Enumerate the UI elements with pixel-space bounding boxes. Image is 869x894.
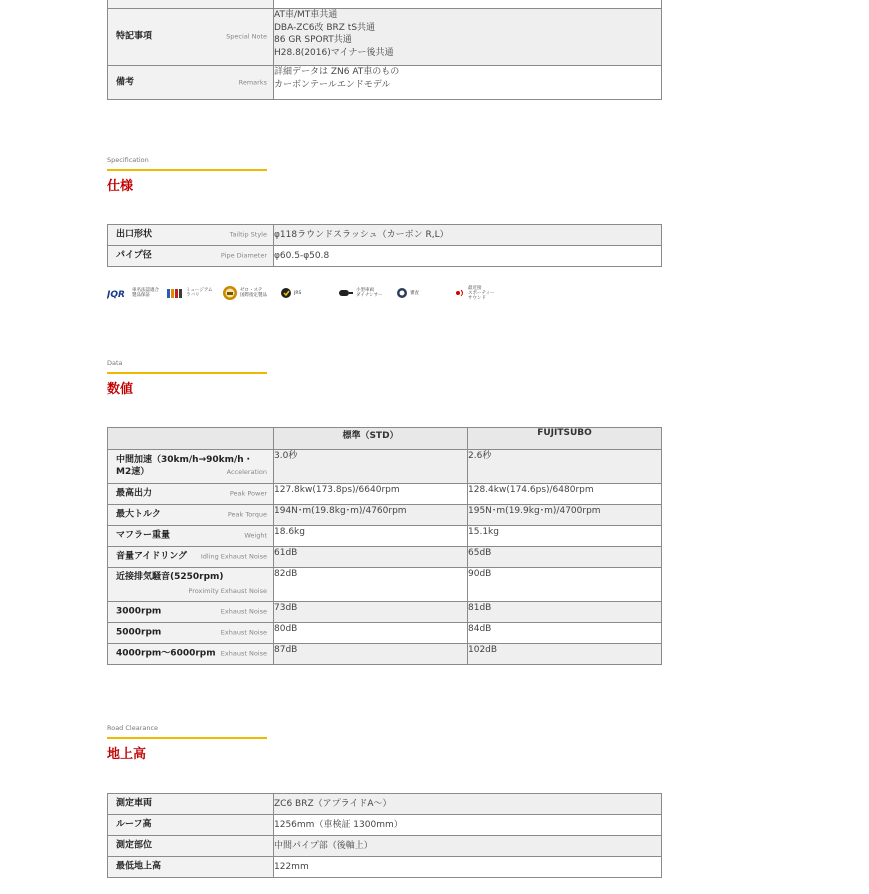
data-section-divider — [107, 372, 267, 374]
clearance-row-label: ルーフ高 — [116, 819, 152, 830]
table-row-special-note — [108, 9, 662, 66]
data-row-label: 最大トルク — [116, 509, 161, 520]
jrs-badge-text: JRS — [294, 290, 302, 296]
data-std-value: 73dB — [274, 602, 468, 623]
data-fujitsubo-value: 2.6秒 — [468, 450, 662, 484]
muffler-badge — [339, 284, 383, 302]
table-row — [108, 246, 662, 267]
clearance-row-label: 測定部位 — [116, 840, 153, 851]
data-row-label-en: Idling Exhaust Noise — [200, 552, 267, 561]
data-row-label-en: Peak Torque — [227, 510, 267, 519]
data-section-heading — [107, 359, 267, 397]
jqr-badge-text: 車名法認適合 — [132, 288, 159, 293]
spec-section-title: 仕様 — [107, 179, 134, 194]
data-fujitsubo-value: 90dB — [468, 568, 662, 602]
data-row-label-en: Exhaust Noise — [220, 607, 267, 616]
table-row — [108, 450, 662, 484]
data-std-value: 194N･m(19.8kg･m)/4760rpm — [274, 505, 468, 526]
data-table — [107, 427, 662, 665]
special-note-value — [274, 9, 662, 66]
museum-badge-text: ラバリ — [186, 293, 200, 298]
table-row — [108, 0, 662, 9]
remarks-label-cell — [108, 66, 274, 100]
clearance-table-grid — [107, 793, 662, 878]
data-row-label: 中間加速（30km/h→90km/h・M2速） — [116, 455, 253, 477]
jqr-badge-text: 製品保証 — [132, 293, 150, 298]
clearance-row-label: 測定車両 — [116, 798, 153, 809]
muffler-badge-text: 小型車両 — [356, 288, 374, 293]
emblem-badge-text: ゼロ・ステ — [240, 288, 263, 293]
inspection-badge-text: 審査 — [410, 290, 419, 296]
remarks-label-en: Remarks — [238, 78, 267, 86]
data-fujitsubo-value: 128.4kw(174.6ps)/6480rpm — [468, 484, 662, 505]
table-row — [108, 547, 662, 568]
table-row — [108, 815, 662, 836]
tailtip-label: 出口形状 — [116, 229, 153, 240]
data-fujitsubo-value: 84dB — [468, 623, 662, 644]
clearance-row-label: 最低地上高 — [116, 861, 162, 872]
table-row — [108, 644, 662, 665]
table-row — [108, 857, 662, 878]
sound-badge-text: スポーティー — [468, 290, 495, 296]
tailtip-label-cell — [108, 225, 274, 246]
table-row — [108, 836, 662, 857]
data-row-label-en: Peak Power — [229, 489, 267, 498]
data-section-title: 数値 — [107, 382, 134, 397]
feature-badges — [107, 284, 507, 304]
data-row-label-en: Acceleration — [226, 468, 267, 476]
sound-badge-text: 最近接 — [468, 285, 482, 291]
data-std-value: 61dB — [274, 547, 468, 568]
circle-mark-icon — [281, 288, 291, 298]
data-row-label-en: Exhaust Noise — [220, 628, 267, 637]
spec-section-divider — [107, 169, 267, 171]
sound-badge-text: サウンド — [468, 295, 486, 301]
data-std-value: 127.8kw(173.8ps)/6640rpm — [274, 484, 468, 505]
notes-value-cell — [274, 0, 662, 9]
special-note-line: AT車/MT車共通 — [274, 10, 338, 20]
tailtip-label-en: Tailtip Style — [229, 230, 267, 239]
clearance-row-value: 中間パイプ部（後軸上） — [274, 836, 662, 857]
museum-badge-text: ミュージアム — [186, 288, 213, 293]
special-note-label-en: Special Note — [226, 32, 267, 41]
data-std-value: 82dB — [274, 568, 468, 602]
data-std-value: 18.6kg — [274, 526, 468, 547]
emblem-badge — [223, 284, 267, 302]
remarks-line: 詳細データは ZN6 AT車のもの — [274, 67, 400, 77]
sound-badge — [455, 284, 495, 302]
data-fujitsubo-value: 102dB — [468, 644, 662, 665]
notes-table — [107, 0, 662, 100]
notes-label-cell — [108, 0, 274, 9]
spec-table-grid — [107, 224, 662, 267]
table-row — [108, 526, 662, 547]
museum-badge — [167, 284, 213, 302]
staircase-icon — [167, 287, 183, 299]
pipe-diameter-label-en: Pipe Diameter — [220, 251, 267, 260]
data-row-label: 最高出力 — [116, 488, 153, 499]
clearance-row-value: 122mm — [274, 857, 662, 878]
data-std-value: 87dB — [274, 644, 468, 665]
data-row-label: 4000rpm～6000rpm — [116, 648, 216, 659]
data-row-label: 近接排気騒音(5250rpm) — [116, 572, 224, 582]
table-row — [108, 623, 662, 644]
clearance-section-title: 地上高 — [107, 747, 147, 762]
data-fujitsubo-value: 15.1kg — [468, 526, 662, 547]
data-row-label: 5000rpm — [116, 627, 162, 638]
svg-text:JQR: JQR — [107, 290, 125, 299]
data-header-fujitsubo: FUJITSUBO — [468, 428, 662, 450]
data-table-grid — [107, 427, 662, 665]
remarks-label: 備考 — [116, 77, 135, 87]
table-row — [108, 484, 662, 505]
data-row-label: 音量アイドリング — [116, 551, 188, 562]
data-row-label-en: Proximity Exhaust Noise — [188, 587, 267, 595]
jqr-badge — [107, 284, 159, 302]
emblem-badge-text: 国際指定製品 — [240, 293, 267, 298]
data-row-label: 3000rpm — [116, 606, 162, 617]
round-emblem-icon — [397, 288, 407, 298]
pipe-diameter-label-cell — [108, 246, 274, 267]
clearance-section-divider — [107, 737, 267, 739]
data-row-label: マフラー重量 — [116, 530, 171, 541]
clearance-row-value: 1256mm（車検証 1300mm） — [274, 815, 662, 836]
pipe-diameter-label: パイプ径 — [116, 250, 152, 261]
clearance-section-en: Road Clearance — [107, 724, 159, 732]
special-note-label-cell — [108, 9, 274, 66]
remarks-value — [274, 66, 662, 100]
data-fujitsubo-value: 65dB — [468, 547, 662, 568]
spec-section-en: Specification — [107, 156, 149, 164]
table-header-row — [108, 428, 662, 450]
special-note-line: 86 GR SPORT共通 — [274, 35, 352, 45]
table-row — [108, 225, 662, 246]
data-fujitsubo-value: 81dB — [468, 602, 662, 623]
jrs-badge — [281, 284, 301, 302]
clearance-row-value: ZC6 BRZ（アプライドA～） — [274, 794, 662, 815]
jqr-logo-icon — [107, 287, 129, 299]
table-row — [108, 568, 662, 602]
special-note-label: 特記事項 — [116, 31, 153, 42]
spec-section-heading — [107, 156, 267, 194]
clearance-table — [107, 793, 662, 878]
clearance-section-heading — [107, 724, 267, 762]
data-header-blank — [108, 428, 274, 450]
remarks-line: カーボンテールエンドモデル — [274, 79, 391, 90]
data-fujitsubo-value: 195N･m(19.9kg･m)/4700rpm — [468, 505, 662, 526]
sound-wave-icon — [455, 288, 465, 298]
data-row-label-en: Exhaust Noise — [220, 649, 267, 658]
data-header-std: 標準（STD） — [274, 428, 468, 450]
muffler-badge-text: ダイナンサー — [356, 293, 383, 298]
pipe-diameter-value: φ60.5-φ50.8 — [274, 246, 662, 267]
data-row-label-en: Weight — [244, 531, 267, 540]
spec-table — [107, 224, 662, 267]
tailtip-value: φ118ラウンドスラッシュ（カーボン R,L） — [274, 225, 662, 246]
emblem-icon — [223, 285, 237, 301]
muffler-icon — [339, 289, 353, 297]
inspection-badge — [397, 284, 419, 302]
table-row-remarks — [108, 66, 662, 100]
data-std-value: 80dB — [274, 623, 468, 644]
data-section-en: Data — [107, 359, 123, 367]
data-std-value: 3.0秒 — [274, 450, 468, 484]
notes-table-grid — [107, 0, 662, 100]
table-row — [108, 505, 662, 526]
table-row — [108, 794, 662, 815]
special-note-line: DBA-ZC6改 BRZ tS共通 — [274, 22, 376, 33]
special-note-line: H28.8(2016)マイナー後共通 — [274, 47, 394, 58]
table-row — [108, 602, 662, 623]
